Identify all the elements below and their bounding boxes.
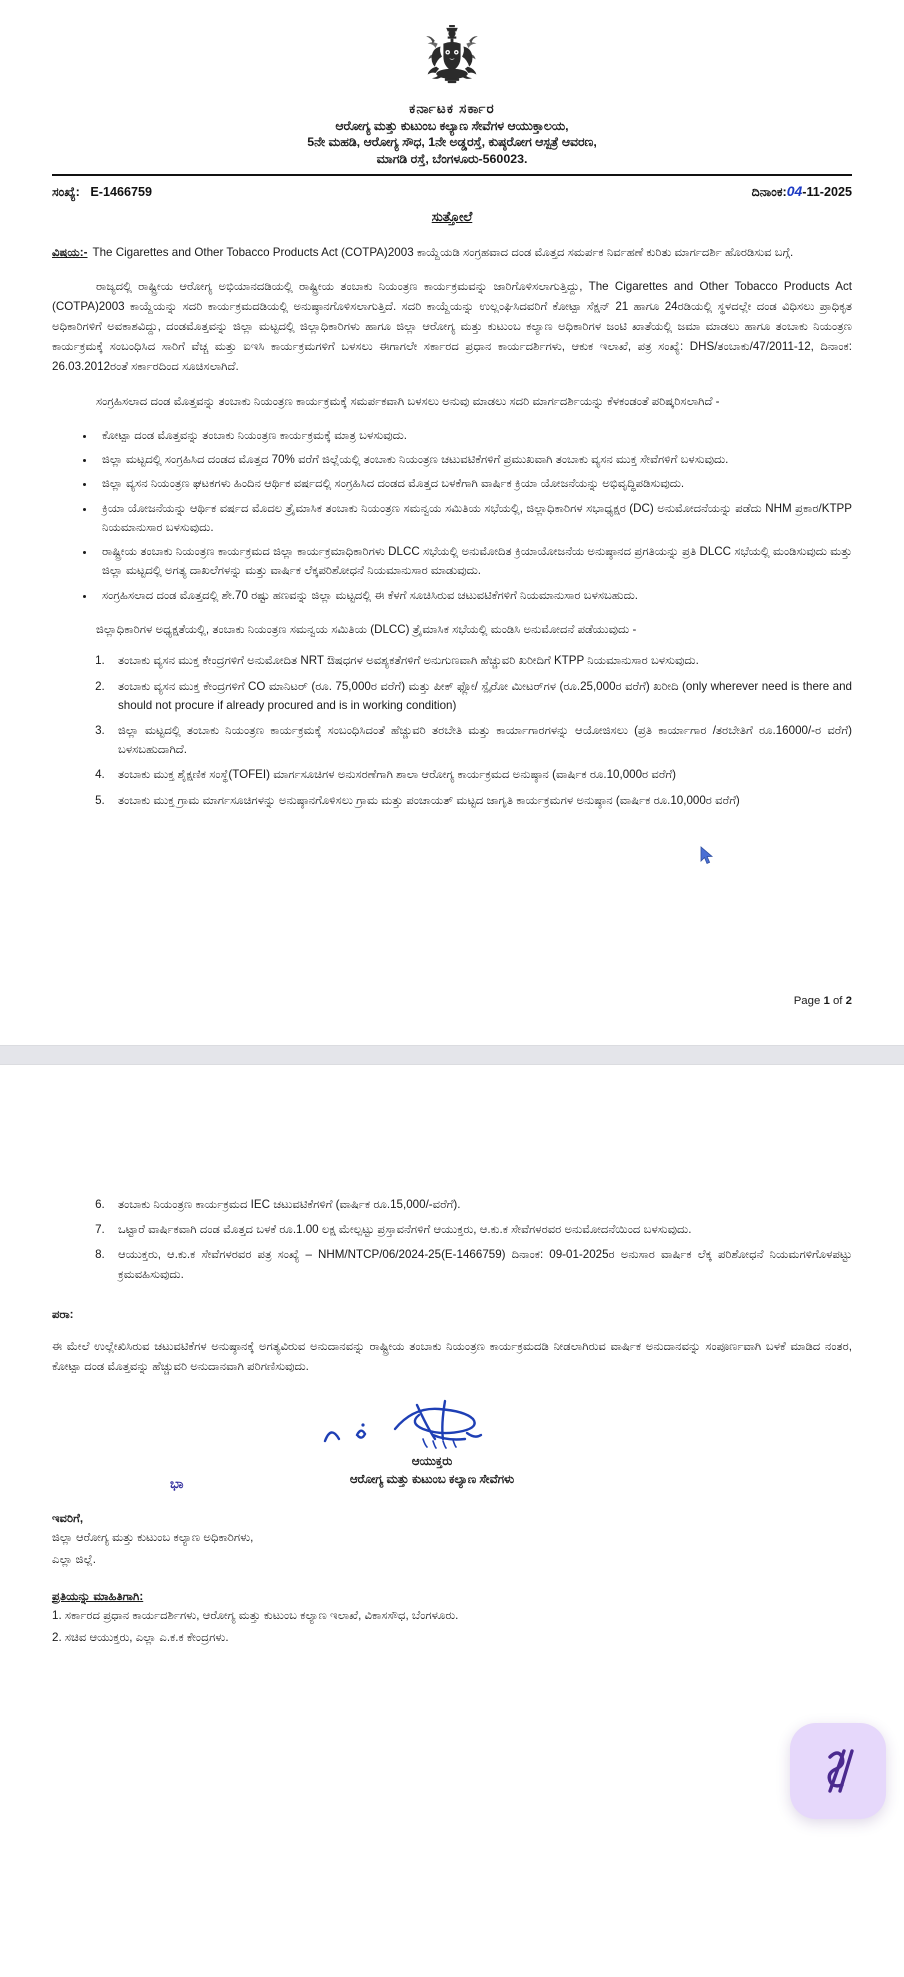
emblem-container <box>52 0 852 99</box>
guideline-bullet-list <box>52 426 852 605</box>
subject-row <box>52 244 852 262</box>
body-paragraph-1: ರಾಜ್ಯದಲ್ಲಿ ರಾಷ್ಟ್ರೀಯ ಆರೋಗ್ಯ ಅಭಿಯಾನದಡಿಯಲ್ಲಿ ರಾಷ್ಟ್ರೀಯ ತಂಬಾಕು ನಿಯಂತ್ರಣ ಕಾರ್ಯಕ್ರಮವನ್ನು ಜಾರಿಗೊಳಿಸಲಾಗುತ್ತಿದ್ದು, The Cigarettes and Other Tobacco Products Act (COTPA)2003 ಕಾಯ್ದೆಯನ್ನು ಸದರಿ ಕಾರ್ಯಕ್ರಮದಡಿಯಲ್ಲಿ ಅನುಷ್ಠಾನಗೊಳಿಸಲಾಗುತ್ತಿದೆ. ಸದರಿ ಕಾಯ್ದೆಯನ್ನು ಉಲ್ಲಂಘಿಸಿದವರಿಗೆ ಕೋಟ್ಪಾ ಸೆಕ್ಷನ್ 21 ಹಾಗೂ 24ರಡಿಯಲ್ಲಿ ಸ್ಥಳದಲ್ಲೇ ದಂಡ ವಿಧಿಸಲು ಪ್ರಾಧಿಕೃತ ಅಧಿಕಾರಿಗಳಿಗೆ ಅವಕಾಶವಿದ್ದು, ದಂಡಮೊತ್ತವನ್ನು ಜಿಲ್ಲಾ ಮಟ್ಟದಲ್ಲಿ ಜಿಲ್ಲಾಧಿಕಾರಿಗಳು ಹಾಗೂ ಜಿಲ್ಲಾ ಆರೋಗ್ಯ ಮತ್ತು ಕುಟುಂಬ ಕಲ್ಯಾಣ ಅಧಿಕಾರಿಗಳ ಜಂಟಿ ಖಾತೆಯಲ್ಲಿ ಜಮಾ ಮಾಡಲು ಹಾಗೂ ತಂಬಾಕು ನಿಯಂತ್ರಣ ಕಾರ್ಯಕ್ರಮಕ್ಕೆ ಸಂಬಂಧಿಸಿದ ಸಾರಿಗೆ ವೆಚ್ಚ ಮತ್ತು ಐಇಸಿ ಕಾರ್ಯಕ್ರಮಗಳಿಗೆ ಬಳಸಲು ಈಗಾಗಲೇ ಸರ್ಕಾರದ ಪ್ರಧಾನ ಕಾರ್ಯದರ್ಶಿಗಳು, ಆಕುಕ ಇಲಾಖೆ, ಪತ್ರ ಸಂಖ್ಯೆ: DHS/ತಂಬಾಕು/47/2011-12, ದಿನಾಂಕ: 26.03.2012ರಂತೆ ಸರ್ಕಾರದಿಂದ ಸೂಚಿಸಲಾಗಿದೆ. <box>52 280 852 373</box>
signatory-designation: ಆರೋಗ್ಯ ಮತ್ತು ಕುಟುಂಬ ಕಲ್ಯಾಣ ಸೇವೆಗಳು <box>349 1471 515 1486</box>
body-paragraph-2: ಸಂಗ್ರಹಿಸಲಾದ ದಂಡ ಮೊತ್ತವನ್ನು ತಂಬಾಕು ನಿಯಂತ್ರಣ ಕಾರ್ಯಕ್ರಮಕ್ಕೆ ಸಮರ್ಪಕವಾಗಿ ಬಳಸಲು ಅನುವು ಮಾಡಲು ಸದರಿ ಮಾರ್ಗದರ್ಶಿಯನ್ನು ಕೆಳಕಂಡಂತೆ ಪರಿಷ್ಕರಿಸಲಾಗಿದೆ - <box>96 394 720 408</box>
activity-numbered-list <box>52 651 852 810</box>
list-item: • ಜಿಲ್ಲಾ ಮಟ್ಟದಲ್ಲಿ ಸಂಗ್ರಹಿಸಿದ ದಂಡದ ಮೊತ್ತದ 70% ವರೆಗೆ ಜಿಲ್ಲೆಯಲ್ಲಿ ತಂಬಾಕು ನಿಯಂತ್ರಣ ಚಟುವಟಿಕೆಗಳಿಗೆ ಪ್ರಮುಖವಾಗಿ ತಂಬಾಕು ವ್ಯಸನ ಮುಕ್ತ ಸೇವೆಗಳಿಗೆ ಬಳಸುವುದು. <box>96 450 852 469</box>
signature-pen-icon <box>814 1745 862 1797</box>
list-item: 3. ಜಿಲ್ಲಾ ಮಟ್ಟದಲ್ಲಿ ತಂಬಾಕು ನಿಯಂತ್ರಣ ಕಾರ್ಯಕ್ರಮಕ್ಕೆ ಸಂಬಂಧಿಸಿದಂತೆ ಹೆಚ್ಚುವರಿ ತರಬೇತಿ ಮತ್ತು ಕಾರ್ಯಾಗಾರಗಳನ್ನು ಆಯೋಜಿಸಲು (ಪ್ರತಿ ಕಾರ್ಯಾಗಾರ /ತರಬೇತಿಗೆ ರೂ.16000/-ರ ವರೆಗೆ) ಬಳಸಬಹುದಾಗಿದೆ. <box>108 721 852 759</box>
date-block <box>752 183 852 200</box>
signatory-name: ಆಯುಕ್ತರು <box>411 1453 453 1468</box>
list-item: 7. ಒಟ್ಟಾರೆ ವಾರ್ಷಿಕವಾಗಿ ದಂಡ ಮೊತ್ತದ ಬಳಕೆ ರೂ.1.00 ಲಕ್ಷ ಮೇಲ್ಪಟ್ಟು ಪ್ರಸ್ತಾವನೆಗಳಿಗೆ ಆಯುಕ್ತರು, ಆ.ಕು.ಕ ಸೇವೆಗಳರವರ ಅನುಮೋದನೆಯಿಂದ ಬಳಸುವುದು. <box>108 1220 852 1239</box>
department-line-3: ಮಾಗಡಿ ರಸ್ತೆ, ಬೆಂಗಳೂರು-560023. <box>376 151 528 166</box>
department-line-2: 5ನೇ ಮಹಡಿ, ಆರೋಗ್ಯ ಸೌಧ, 1ನೇ ಅಡ್ಡರಸ್ತೆ, ಕುಷ್ಠರೋಗ ಆಸ್ಪತ್ರೆ ಆವರಣ, <box>307 135 597 150</box>
organization-header <box>52 100 852 167</box>
footer-total-pages: 2 <box>845 995 852 1007</box>
list-item: • ಜಿಲ್ಲಾ ವ್ಯಸನ ನಿಯಂತ್ರಣ ಘಟಕಗಳು ಹಿಂದಿನ ಆರ್ಥಿಕ ವರ್ಷದಲ್ಲಿ ಸಂಗ್ರಹಿಸಿದ ದಂಡದ ಮೊತ್ತದ ಬಳಕೆಗಾಗಿ ವಾರ್ಷಿಕ ಕ್ರಿಯಾ ಯೋಜನೆಯನ್ನು ಅಭಿವೃದ್ಧಿಪಡಿಸುವುದು. <box>96 474 852 493</box>
addressee-line-2: ಎಲ್ಲಾ ಜಿಲ್ಲೆ. <box>52 1552 97 1566</box>
list-item: • ಕೋಟ್ಪಾ ದಂಡ ಮೊತ್ತವನ್ನು ತಂಬಾಕು ನಿಯಂತ್ರಣ ಕಾರ್ಯಕ್ರಮಕ್ಕೆ ಮಾತ್ರ ಬಳಸುವುದು. <box>96 426 852 445</box>
header-divider <box>52 174 852 176</box>
activity-numbered-list-continued <box>52 1195 852 1284</box>
date-handwritten-day: 04 <box>786 182 803 199</box>
signature-block <box>52 1395 852 1492</box>
subject-label: ವಿಷಯ:- <box>52 245 88 259</box>
department-line-1: ಆರೋಗ್ಯ ಮತ್ತು ಕುಟುಂಬ ಕಲ್ಯಾಣ ಸೇವೆಗಳ ಆಯುಕ್ತಾಲಯ, <box>335 118 569 133</box>
footer-current-page: 1 <box>823 995 830 1007</box>
reference-number-block <box>52 185 152 200</box>
mouse-pointer-icon <box>700 846 716 866</box>
list-item: 1. ತಂಬಾಕು ವ್ಯಸನ ಮುಕ್ತ ಕೇಂದ್ರಗಳಿಗೆ ಅನುಮೋದಿತ NRT ಔಷಧಗಳ ಅವಶ್ಯಕತೆಗಳಿಗೆ ಅನುಗುಣವಾಗಿ ಹೆಚ್ಚುವರಿ ಖರೀದಿಗೆ KTPP ನಿಯಮಾನುಸಾರ ಬಳಸುವುದು. <box>108 651 852 670</box>
list-item: 5. ತಂಬಾಕು ಮುಕ್ತ ಗ್ರಾಮ ಮಾರ್ಗಸೂಚಿಗಳನ್ನು ಅನುಷ್ಠಾನಗೊಳಿಸಲು ಗ್ರಾಮ ಮತ್ತು ಪಂಚಾಯತ್ ಮಟ್ಟದ ಜಾಗೃತಿ ಕಾರ್ಯಕ್ರಮಗಳ ಅನುಷ್ಠಾನ (ವಾರ್ಷಿಕ ರೂ.10,000ರ ವರೆಗೆ) <box>108 791 852 810</box>
date-label: ದಿನಾಂಕ: <box>751 184 787 199</box>
page-footer-1 <box>794 995 852 1007</box>
footer-mid: of <box>829 995 846 1007</box>
page-separator <box>0 1045 904 1065</box>
document-page-2 <box>0 1065 904 1977</box>
list-item: 8. ಆಯುಕ್ತರು, ಆ.ಕು.ಕ ಸೇವೆಗಳರವರ ಪತ್ರ ಸಂಖ್ಯೆ – NHM/NTCP/06/2024-25(E-1466759) ದಿನಾಂಕ: 09-01-2025ರ ಅನುಸಾರ ವಾರ್ಷಿಕ ಲೆಕ್ಕ ಪರಿಶೋಧನೆ ನಿಯಮಗಳಿಗೊಳಪಟ್ಟು ಕ್ರಮವಹಿಸುವುದು. <box>108 1245 852 1283</box>
reference-label: ಸಂಖ್ಯೆ: <box>52 184 80 199</box>
page-title: ಸುತ್ತೋಲೆ <box>431 208 473 224</box>
government-name: ಕರ್ನಾಟಕ ಸರ್ಕಾರ <box>409 101 495 116</box>
reference-number: E-1466759 <box>90 184 152 199</box>
list-item: 6. ತಂಬಾಕು ನಿಯಂತ್ರಣ ಕಾರ್ಯಕ್ರಮದ IEC ಚಟುವಟಿಕೆಗಳಿಗೆ (ವಾರ್ಷಿಕ ರೂ.15,000/-ವರೆಗೆ). <box>108 1195 852 1214</box>
reference-date-row <box>52 183 852 200</box>
list-item: 2. ತಂಬಾಕು ವ್ಯಸನ ಮುಕ್ತ ಕೇಂದ್ರಗಳಿಗೆ CO ಮಾನಿಟರ್ (ರೂ. 75,000ರ ವರೆಗೆ) ಮತ್ತು ಪೀಕ್ ಫ್ಲೋ/ ಸ್ಪೈರೋ ಮೀಟರ್‌ಗಳ (ರೂ.25,000ರ ವರೆಗೆ) ಖರೀದಿ (only wherever need is there and should not procure if already procured and is in working condition) <box>108 677 852 715</box>
handwritten-signature-icon <box>317 1395 547 1457</box>
date-remainder: -11-2025 <box>802 184 852 199</box>
note-label: ಪರಾ: <box>52 1307 74 1321</box>
subject-text: The Cigarettes and Other Tobacco Products Act (COTPA)2003 ಕಾಯ್ದೆಯಡಿ ಸಂಗ್ರಹವಾದ ದಂಡ ಮೊತ್ತದ ಸಮರ್ಪಕ ನಿರ್ವಹಣೆ ಕುರಿತು ಮಾರ್ಗದರ್ಶಿ ಹೊರಡಿಸುವ ಬಗ್ಗೆ. <box>92 245 794 259</box>
list-item: 4. ತಂಬಾಕು ಮುಕ್ತ ಶೈಕ್ಷಣಿಕ ಸಂಸ್ಥೆ(TOFEI) ಮಾರ್ಗಸೂಚಿಗಳ ಅನುಸರಣೆಗಾಗಿ ಶಾಲಾ ಆರೋಗ್ಯ ಕಾರ್ಯಕ್ರಮದ ಅನುಷ್ಠಾನ (ವಾರ್ಷಿಕ ರೂ.10,000ರ ವರೆಗೆ) <box>108 765 852 784</box>
digital-seal-icon: ಭಾ <box>170 1476 184 1492</box>
signature-fab-button[interactable] <box>790 1723 886 1819</box>
list-item: • ಕ್ರಿಯಾ ಯೋಜನೆಯನ್ನು ಆರ್ಥಿಕ ವರ್ಷದ ಮೊದಲ ತ್ರೈಮಾಸಿಕ ತಂಬಾಕು ನಿಯಂತ್ರಣ ಸಮನ್ವಯ ಸಮಿತಿಯ ಸಭೆಯಲ್ಲಿ, ಜಿಲ್ಲಾಧಿಕಾರಿಗಳ ಸಭಾಧ್ಯಕ್ಷರ (DC) ಅನುಮೋದನೆಯನ್ನು ಪಡೆದು NHM ಪ್ರಕಾರ/KTPP ನಿಯಮಾನುಸಾರ ಬಳಸುವುದು. <box>96 499 852 537</box>
copy-to-item-2: 2. ಸಚಿವ ಆಯುಕ್ತರು, ಎಲ್ಲಾ ಎ.ಕ.ಕ ಕೇಂದ್ರಗಳು. <box>52 1630 229 1644</box>
list-item: • ಸಂಗ್ರಹಿಸಲಾದ ದಂಡ ಮೊತ್ತದಲ್ಲಿ ಶೇ.70 ರಷ್ಟು ಹಣವನ್ನು ಜಿಲ್ಲಾ ಮಟ್ಟದಲ್ಲಿ ಈ ಕೆಳಗೆ ಸೂಚಿಸಿರುವ ಚಟುವಟಿಕೆಗಳಿಗೆ ನಿಯಮಾನುಸಾರ ಬಳಸಬಹುದು. <box>96 586 852 605</box>
note-paragraph: ಈ ಮೇಲೆ ಉಲ್ಲೇಖಿಸಿರುವ ಚಟುವಟಿಕೆಗಳ ಅನುಷ್ಠಾನಕ್ಕೆ ಅಗತ್ಯವಿರುವ ಅನುದಾನವನ್ನು ರಾಷ್ಟ್ರೀಯ ತಂಬಾಕು ನಿಯಂತ್ರಣ ಕಾರ್ಯಕ್ರಮದಡಿ ನೀಡಲಾಗಿರುವ ವಾರ್ಷಿಕ ಅನುದಾನವನ್ನು ಸಂಪೂರ್ಣವಾಗಿ ಬಳಕೆ ಮಾಡಿದ ನಂತರ, ಕೋಟ್ಪಾ ದಂಡ ಮೊತ್ತವನ್ನು ಹೆಚ್ಚುವರಿ ಅನುದಾನವಾಗಿ ಪರಿಗಣಿಸುವುದು. <box>52 1339 852 1373</box>
copy-to-heading: ಪ್ರತಿಯನ್ನು ಮಾಹಿತಿಗಾಗಿ: <box>52 1589 144 1603</box>
body-paragraph-3: ಜಿಲ್ಲಾಧಿಕಾರಿಗಳ ಅಧ್ಯಕ್ಷತೆಯಲ್ಲಿ, ತಂಬಾಕು ನಿಯಂತ್ರಣ ಸಮನ್ವಯ ಸಮಿತಿಯ (DLCC) ತ್ರೈಮಾಸಿಕ ಸಭೆಯಲ್ಲಿ ಮಂಡಿಸಿ ಅನುಮೋದನೆ ಪಡೆಯುವುದು - <box>96 622 637 636</box>
list-item: • ರಾಷ್ಟ್ರೀಯ ತಂಬಾಕು ನಿಯಂತ್ರಣ ಕಾರ್ಯಕ್ರಮದ ಜಿಲ್ಲಾ ಕಾರ್ಯಕ್ರಮಾಧಿಕಾರಿಗಳು DLCC ಸಭೆಯಲ್ಲಿ ಅನುಮೋದಿತ ಕ್ರಿಯಾಯೋಜನೆಯ ಅನುಷ್ಠಾನದ ಪ್ರಗತಿಯನ್ನು ಪ್ರತಿ DLCC ಸಭೆಯಲ್ಲಿ ಮಂಡಿಸುವುದು ಮತ್ತು ಜಿಲ್ಲಾ ಮಟ್ಟದಲ್ಲಿ ಅಗತ್ಯ ದಾಖಲೆಗಳನ್ನು ಮತ್ತು ವಾರ್ಷಿಕ ಲೆಕ್ಕಪರಿಶೋಧನೆ ನಿಯಮಾನುಸಾರ ಮಾಡುವುದು. <box>96 542 852 580</box>
copy-to-item-1: 1. ಸರ್ಕಾರದ ಪ್ರಧಾನ ಕಾರ್ಯದರ್ಶಿಗಳು, ಆರೋಗ್ಯ ಮತ್ತು ಕುಟುಂಬ ಕಲ್ಯಾಣ ಇಲಾಖೆ, ವಿಕಾಸಸೌಧ, ಬೆಂಗಳೂರು. <box>52 1608 459 1622</box>
footer-prefix: Page <box>793 995 824 1007</box>
addressee-line-1: ಜಿಲ್ಲಾ ಆರೋಗ್ಯ ಮತ್ತು ಕುಟುಂಬ ಕಲ್ಯಾಣ ಅಧಿಕಾರಿಗಳು, <box>52 1531 254 1545</box>
addressee-label: ಇವರಿಗೆ, <box>52 1512 84 1526</box>
karnataka-state-emblem-icon <box>409 22 495 94</box>
